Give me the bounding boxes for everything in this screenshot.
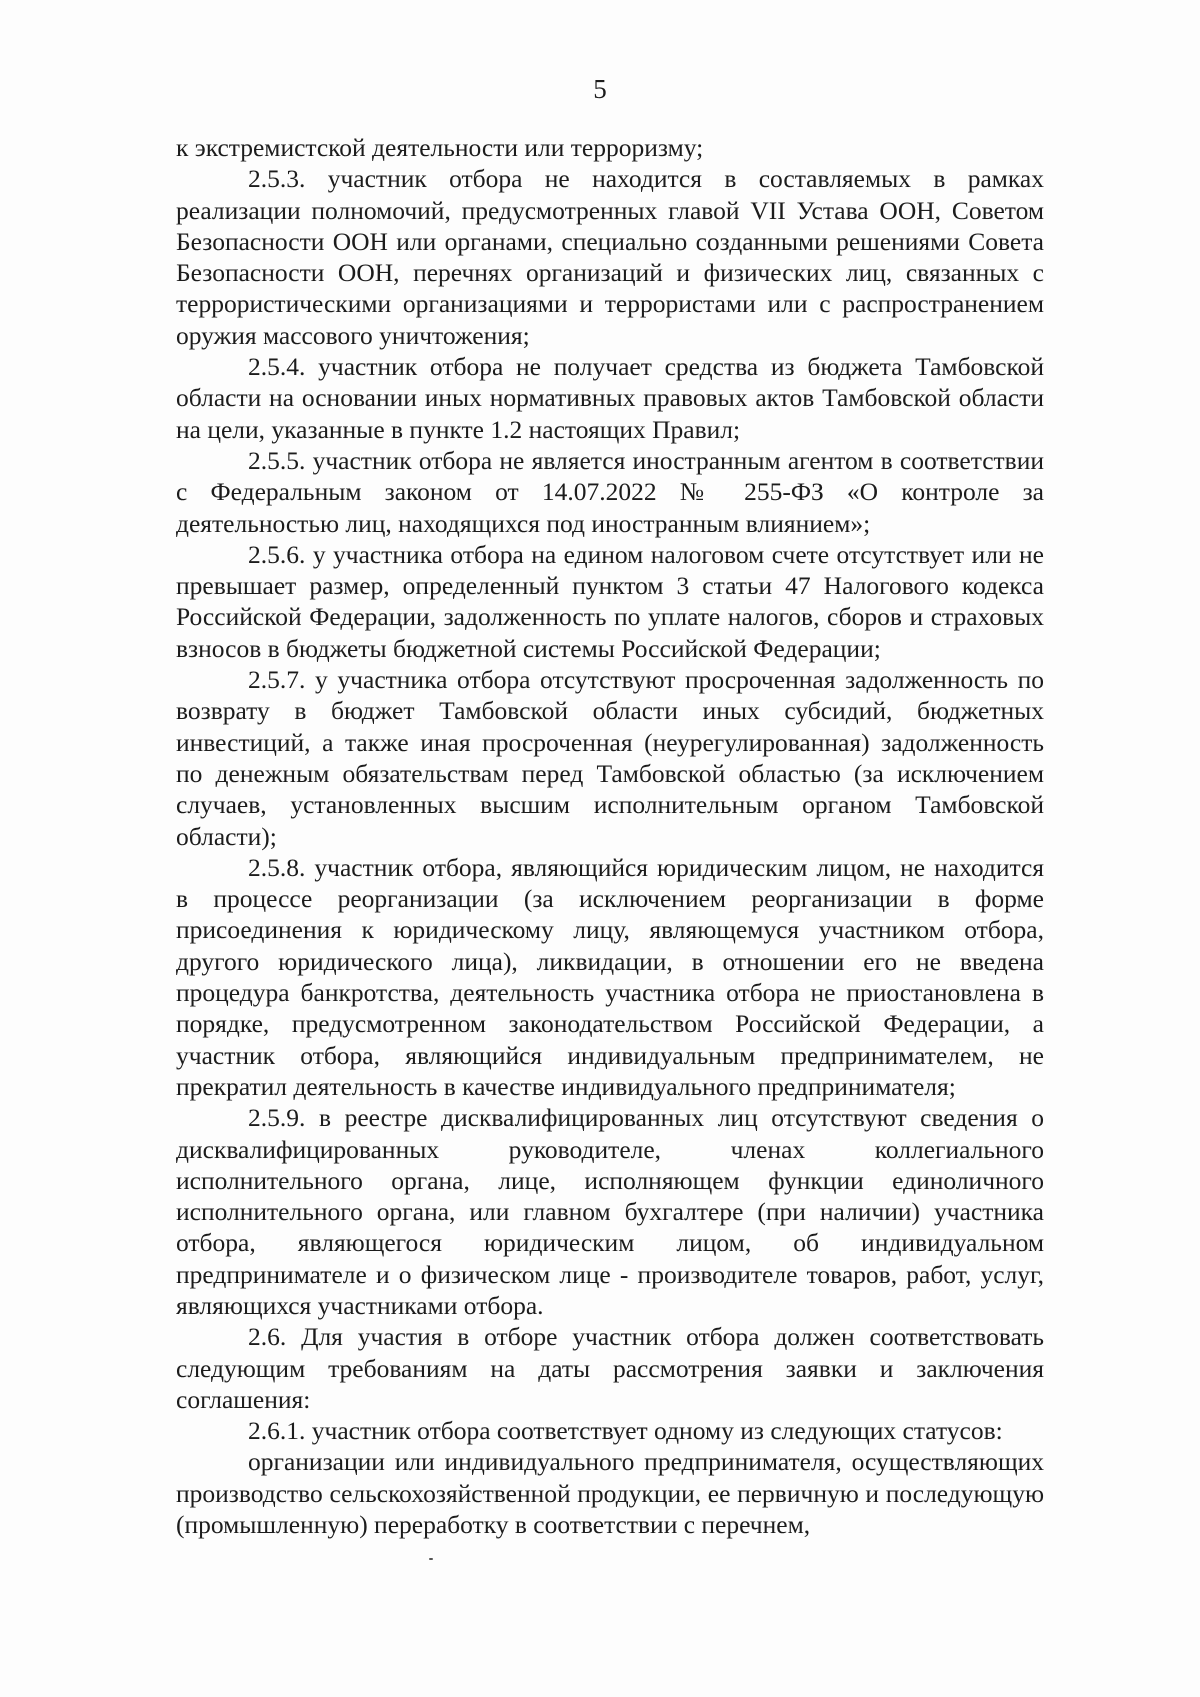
- paragraph-2-5-8: 2.5.8. участник отбора, являющийся юридическим лицом, не находится в процессе реорганизации (за исключением реорганизации в форме присоединения к юридическому лицу, являющемуся участником отбора, другого юридического лица), ликвидации, в отношении его не введена процедура банкротства, деятельность участника отбора не приостановлена в порядке, предусмотренном законодательством Российской Федерации, а участник отбора, являющийся индивидуальным предпринимателем, не прекратил деятельность в качестве индивидуального предпринимателя;: [176, 852, 1044, 1101]
- paragraph-2-5-3: 2.5.3. участник отбора не находится в составляемых в рамках реализации полномочий, предусмотренных главой VII Устава ООН, Советом Безопасности ООН или органами, специально созданными решениями Совета Безопасности ООН, перечнях организаций и физических лиц, связанных с террористическими организациями и террористами или с распространением оружия массового уничтожения;: [176, 164, 1044, 350]
- paragraph-status-list: организации или индивидуального предпринимателя, осуществляющих производство сельскохозяйственной продукции, ее первичную и последующую (промышленную) переработку в соответствии с перечнем,: [176, 1447, 1044, 1540]
- paragraph-2-5-6: 2.5.6. у участника отбора на едином налоговом счете отсутствует или не превышает размер, определенный пунктом 3 статьи 47 Налогового кодекса Российской Федерации, задолженность по уплате налогов, сборов и страховых взносов в бюджеты бюджетной системы Российской Федерации;: [176, 539, 1044, 663]
- paragraph-2-5-9: 2.5.9. в реестре дисквалифицированных лиц отсутствуют сведения о дисквалифицированных руководителе, членах коллегиального исполнительного органа, лице, исполняющем функции единоличного исполнительного органа, или главном бухгалтере (при наличии) участника отбора, являющегося юридическим лицом, об индивидуальном предпринимателе и о физическом лице - производителе товаров, работ, услуг, являющихся участниками отбора.: [176, 1103, 1044, 1320]
- paragraph-continuation: к экстремистской деятельности или терроризму;: [176, 133, 704, 162]
- paragraph-2-5-4: 2.5.4. участник отбора не получает средства из бюджета Тамбовской области на основании иных нормативных правовых актов Тамбовской области на цели, указанные в пункте 1.2 настоящих Правил;: [176, 352, 1044, 444]
- page-number: 5: [593, 74, 607, 104]
- document-body: [176, 132, 1044, 1540]
- paragraph-2-6: 2.6. Для участия в отборе участник отбора должен соответствовать следующим требованиям на даты рассмотрения заявки и заключения соглашения:: [176, 1322, 1044, 1414]
- scan-speck: [429, 1558, 433, 1560]
- paragraph-2-5-7: 2.5.7. у участника отбора отсутствуют просроченная задолженность по возврату в бюджет Тамбовской области иных субсидий, бюджетных инвестиций, а также иная просроченная (неурегулированная) задолженность по денежным обязательствам перед Тамбовской областью (за исключением случаев, установленных высшим исполнительным органом Тамбовской области);: [176, 665, 1044, 851]
- paragraph-2-6-1: 2.6.1. участник отбора соответствует одному из следующих статусов:: [248, 1416, 1003, 1446]
- paragraph-2-5-5: 2.5.5. участник отбора не является иностранным агентом в соответствии с Федеральным законом от 14.07.2022 № 255-ФЗ «О контроле за деятельностью лиц, находящихся под иностранным влиянием»;: [176, 445, 1044, 538]
